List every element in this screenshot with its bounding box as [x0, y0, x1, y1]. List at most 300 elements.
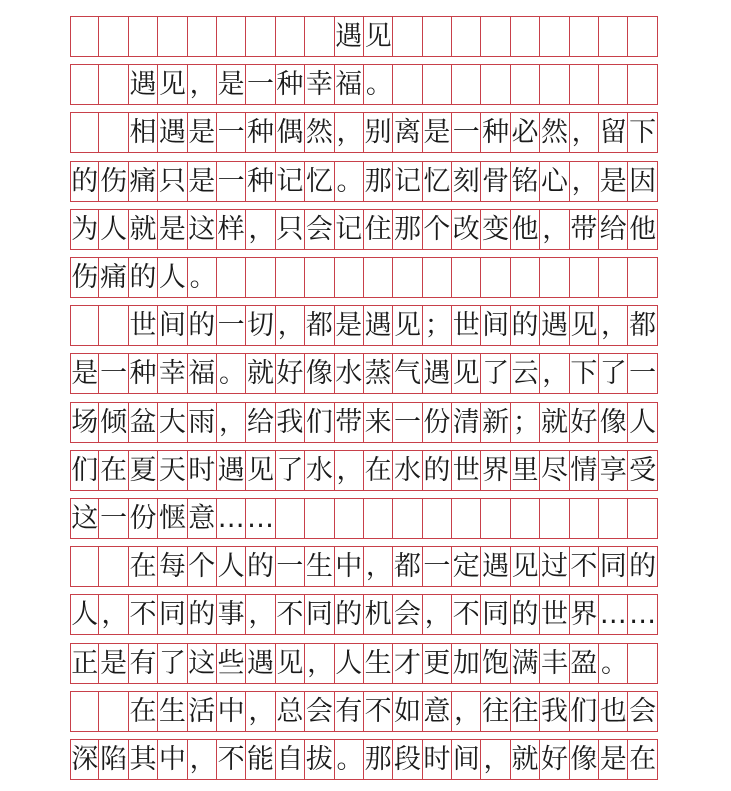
- essay-line: [70, 64, 658, 105]
- grid-cell: ，: [423, 594, 452, 635]
- essay-line: [70, 450, 658, 491]
- grid-cell: 不: [452, 594, 481, 635]
- grid-cell: 世: [452, 305, 481, 346]
- grid-cell: [540, 64, 569, 105]
- grid-cell: 是: [99, 643, 128, 684]
- grid-cell: 来: [364, 402, 393, 443]
- essay-line: [70, 498, 658, 539]
- grid-cell: 夏: [129, 450, 158, 491]
- grid-cell: 盆: [129, 402, 158, 443]
- grid-cell: [423, 16, 452, 57]
- grid-cell: ，: [217, 402, 246, 443]
- grid-cell: 里: [511, 450, 540, 491]
- grid-cell: [570, 257, 599, 298]
- grid-cell: 意: [423, 691, 452, 732]
- grid-cell: 记: [276, 161, 305, 202]
- grid-cell: 水: [305, 450, 334, 491]
- grid-cell: 种: [246, 112, 275, 153]
- grid-cell: 人: [158, 257, 187, 298]
- grid-cell: 深: [70, 739, 99, 780]
- grid-cell: 种: [246, 161, 275, 202]
- grid-cell: 过: [540, 546, 569, 587]
- grid-cell: 遇: [540, 305, 569, 346]
- grid-cell: 只: [158, 161, 187, 202]
- grid-cell: 世: [452, 450, 481, 491]
- grid-cell: 是: [599, 161, 628, 202]
- grid-cell: [99, 64, 128, 105]
- grid-cell: 同: [305, 594, 334, 635]
- grid-cell: 偶: [276, 112, 305, 153]
- grid-cell: 中: [158, 739, 187, 780]
- grid-cell: [423, 498, 452, 539]
- grid-cell: 中: [217, 691, 246, 732]
- grid-cell: 间: [481, 305, 510, 346]
- grid-cell: 就: [511, 739, 540, 780]
- grid-cell: 有: [129, 643, 158, 684]
- grid-cell: [70, 691, 99, 732]
- grid-cell: [452, 16, 481, 57]
- grid-cell: 往: [511, 691, 540, 732]
- grid-cell: 水: [335, 353, 364, 394]
- grid-cell: 的: [188, 594, 217, 635]
- grid-cell: 饱: [481, 643, 510, 684]
- grid-cell: 住: [364, 209, 393, 250]
- grid-cell: 在: [628, 739, 657, 780]
- grid-cell: 的: [628, 546, 657, 587]
- grid-cell: 个: [188, 546, 217, 587]
- grid-cell: 。: [188, 257, 217, 298]
- grid-cell: 倾: [99, 402, 128, 443]
- grid-cell: ，: [188, 739, 217, 780]
- grid-cell: [99, 305, 128, 346]
- grid-cell: 那: [364, 739, 393, 780]
- grid-cell: [628, 16, 657, 57]
- grid-cell: 心: [540, 161, 569, 202]
- grid-cell: [540, 16, 569, 57]
- grid-cell: 自: [276, 739, 305, 780]
- grid-cell: 忆: [305, 161, 334, 202]
- grid-cell: [305, 16, 334, 57]
- grid-cell: 一: [217, 112, 246, 153]
- grid-cell: [511, 498, 540, 539]
- grid-cell: 不: [364, 691, 393, 732]
- grid-cell: ，: [481, 739, 510, 780]
- grid-cell: 他: [511, 209, 540, 250]
- grid-cell: 好: [540, 739, 569, 780]
- grid-cell: 一: [246, 64, 275, 105]
- grid-cell: 大: [158, 402, 187, 443]
- grid-cell: 尽: [540, 450, 569, 491]
- grid-cell: 痛: [129, 161, 158, 202]
- grid-cell: 新: [481, 402, 510, 443]
- essay-line: [70, 305, 658, 346]
- grid-cell: 样: [217, 209, 246, 250]
- grid-cell: 我: [540, 691, 569, 732]
- grid-cell: [599, 64, 628, 105]
- grid-cell: 一: [628, 353, 657, 394]
- grid-cell: [511, 64, 540, 105]
- grid-cell: 云: [511, 353, 540, 394]
- grid-cell: 时: [423, 739, 452, 780]
- grid-cell: 切: [246, 305, 275, 346]
- grid-cell: 情: [570, 450, 599, 491]
- grid-cell: 会: [305, 691, 334, 732]
- grid-cell: 这: [188, 643, 217, 684]
- grid-cell: [481, 16, 510, 57]
- grid-cell: 些: [217, 643, 246, 684]
- grid-cell: 正: [70, 643, 99, 684]
- essay-grid-paper: [70, 16, 658, 791]
- grid-cell: [481, 64, 510, 105]
- grid-cell: ，: [188, 64, 217, 105]
- grid-cell: 在: [129, 546, 158, 587]
- grid-cell: 定: [452, 546, 481, 587]
- grid-cell: 段: [393, 739, 422, 780]
- grid-cell: 遇: [217, 450, 246, 491]
- grid-cell: ，: [364, 546, 393, 587]
- grid-cell: 这: [70, 498, 99, 539]
- grid-cell: [70, 112, 99, 153]
- grid-cell: ，: [335, 450, 364, 491]
- grid-cell: 刻: [452, 161, 481, 202]
- essay-line: [70, 209, 658, 250]
- grid-cell: ，: [305, 643, 334, 684]
- grid-cell: 幸: [305, 64, 334, 105]
- grid-cell: [129, 16, 158, 57]
- grid-cell: 伤: [70, 257, 99, 298]
- grid-cell: 下: [570, 353, 599, 394]
- grid-cell: [70, 64, 99, 105]
- grid-cell: 一: [452, 112, 481, 153]
- grid-cell: [393, 257, 422, 298]
- grid-cell: [599, 257, 628, 298]
- grid-cell: 也: [599, 691, 628, 732]
- grid-cell: 不: [276, 594, 305, 635]
- grid-cell: 的: [188, 305, 217, 346]
- grid-cell: 见: [158, 64, 187, 105]
- grid-cell: 见: [364, 16, 393, 57]
- grid-cell: 都: [628, 305, 657, 346]
- essay-line: [70, 112, 658, 153]
- grid-cell: [570, 64, 599, 105]
- grid-cell: 气: [393, 353, 422, 394]
- grid-cell: ，: [540, 209, 569, 250]
- grid-cell: 其: [129, 739, 158, 780]
- grid-cell: 的: [129, 257, 158, 298]
- grid-cell: 在: [364, 450, 393, 491]
- grid-cell: 带: [570, 209, 599, 250]
- grid-cell: 享: [599, 450, 628, 491]
- grid-cell: ，: [99, 594, 128, 635]
- grid-cell: [481, 257, 510, 298]
- grid-cell: [188, 16, 217, 57]
- grid-cell: 见: [393, 305, 422, 346]
- grid-cell: 世: [129, 305, 158, 346]
- grid-cell: 幸: [158, 353, 187, 394]
- grid-cell: 了: [276, 450, 305, 491]
- grid-cell: …: [246, 498, 275, 539]
- grid-cell: 才: [393, 643, 422, 684]
- grid-cell: 都: [393, 546, 422, 587]
- grid-cell: [570, 16, 599, 57]
- grid-cell: ，: [570, 161, 599, 202]
- grid-cell: 离: [393, 112, 422, 153]
- grid-cell: 的: [511, 594, 540, 635]
- grid-cell: 记: [393, 161, 422, 202]
- grid-cell: 满: [511, 643, 540, 684]
- grid-cell: 人: [628, 402, 657, 443]
- grid-cell: [628, 257, 657, 298]
- grid-cell: 是: [188, 161, 217, 202]
- grid-cell: 他: [628, 209, 657, 250]
- grid-cell: 界: [481, 450, 510, 491]
- grid-cell: [452, 257, 481, 298]
- essay-line: [70, 546, 658, 587]
- grid-cell: [393, 498, 422, 539]
- grid-cell: 下: [628, 112, 657, 153]
- grid-cell: [305, 498, 334, 539]
- grid-cell: 份: [129, 498, 158, 539]
- grid-cell: 能: [246, 739, 275, 780]
- grid-cell: 遇: [481, 546, 510, 587]
- grid-cell: 是: [217, 64, 246, 105]
- grid-cell: 像: [599, 402, 628, 443]
- grid-cell: 一: [99, 353, 128, 394]
- grid-cell: [246, 16, 275, 57]
- grid-cell: ；: [423, 305, 452, 346]
- grid-cell: 了: [158, 643, 187, 684]
- grid-cell: [276, 16, 305, 57]
- grid-cell: 们: [570, 691, 599, 732]
- grid-cell: 同: [481, 594, 510, 635]
- grid-cell: 是: [158, 209, 187, 250]
- grid-cell: [246, 257, 275, 298]
- grid-cell: 个: [423, 209, 452, 250]
- grid-cell: ，: [246, 209, 275, 250]
- grid-cell: 那: [364, 161, 393, 202]
- grid-cell: 同: [599, 546, 628, 587]
- grid-cell: 会: [628, 691, 657, 732]
- grid-cell: ，: [570, 112, 599, 153]
- grid-cell: 都: [305, 305, 334, 346]
- grid-cell: 间: [158, 305, 187, 346]
- grid-cell: 那: [393, 209, 422, 250]
- grid-cell: 给: [599, 209, 628, 250]
- grid-cell: 间: [452, 739, 481, 780]
- grid-cell: 。: [599, 643, 628, 684]
- grid-cell: [570, 498, 599, 539]
- grid-cell: 了: [599, 353, 628, 394]
- grid-cell: 陷: [99, 739, 128, 780]
- grid-cell: 拔: [305, 739, 334, 780]
- grid-cell: …: [628, 594, 657, 635]
- grid-cell: ，: [599, 305, 628, 346]
- grid-cell: [70, 16, 99, 57]
- grid-cell: 必: [511, 112, 540, 153]
- grid-cell: [540, 498, 569, 539]
- essay-line: [70, 257, 658, 298]
- grid-cell: ，: [540, 353, 569, 394]
- grid-cell: 像: [570, 739, 599, 780]
- grid-cell: …: [599, 594, 628, 635]
- grid-cell: 是: [335, 305, 364, 346]
- grid-cell: 是: [70, 353, 99, 394]
- grid-cell: 机: [364, 594, 393, 635]
- grid-cell: 生: [305, 546, 334, 587]
- grid-cell: 世: [540, 594, 569, 635]
- grid-cell: 的: [423, 450, 452, 491]
- grid-cell: 一: [217, 305, 246, 346]
- grid-cell: 就: [246, 353, 275, 394]
- grid-cell: 是: [599, 739, 628, 780]
- grid-cell: 记: [335, 209, 364, 250]
- grid-cell: [99, 546, 128, 587]
- grid-cell: 每: [158, 546, 187, 587]
- essay-line: [70, 691, 658, 732]
- grid-cell: ，: [246, 594, 275, 635]
- grid-cell: 忆: [423, 161, 452, 202]
- grid-cell: 只: [276, 209, 305, 250]
- grid-cell: 份: [423, 402, 452, 443]
- grid-cell: 在: [99, 450, 128, 491]
- grid-cell: 水: [393, 450, 422, 491]
- grid-cell: 人: [70, 594, 99, 635]
- grid-cell: [423, 257, 452, 298]
- grid-cell: 场: [70, 402, 99, 443]
- grid-cell: 加: [452, 643, 481, 684]
- grid-cell: 中: [335, 546, 364, 587]
- grid-cell: [335, 498, 364, 539]
- grid-cell: 盈: [570, 643, 599, 684]
- grid-cell: [423, 64, 452, 105]
- grid-cell: [276, 257, 305, 298]
- grid-cell: 我: [276, 402, 305, 443]
- grid-cell: 不: [129, 594, 158, 635]
- grid-cell: 。: [364, 64, 393, 105]
- grid-cell: 意: [188, 498, 217, 539]
- grid-cell: [628, 643, 657, 684]
- grid-cell: 为: [70, 209, 99, 250]
- grid-cell: 的: [70, 161, 99, 202]
- grid-cell: 蒸: [364, 353, 393, 394]
- grid-cell: 别: [364, 112, 393, 153]
- grid-cell: 是: [423, 112, 452, 153]
- grid-cell: [393, 16, 422, 57]
- grid-cell: 。: [335, 161, 364, 202]
- grid-cell: ，: [452, 691, 481, 732]
- grid-cell: 一: [217, 161, 246, 202]
- grid-cell: 遇: [246, 643, 275, 684]
- grid-cell: 的: [335, 594, 364, 635]
- grid-cell: 因: [628, 161, 657, 202]
- grid-cell: [599, 498, 628, 539]
- grid-cell: 好: [276, 353, 305, 394]
- grid-cell: 在: [129, 691, 158, 732]
- grid-cell: 见: [452, 353, 481, 394]
- grid-cell: 见: [276, 643, 305, 684]
- grid-cell: 了: [481, 353, 510, 394]
- grid-cell: 遇: [158, 112, 187, 153]
- grid-cell: 往: [481, 691, 510, 732]
- grid-cell: [628, 498, 657, 539]
- grid-cell: 会: [393, 594, 422, 635]
- grid-cell: 遇: [129, 64, 158, 105]
- grid-cell: 同: [158, 594, 187, 635]
- grid-cell: [452, 64, 481, 105]
- grid-cell: 总: [276, 691, 305, 732]
- grid-cell: 这: [188, 209, 217, 250]
- grid-cell: [393, 64, 422, 105]
- grid-cell: [364, 257, 393, 298]
- grid-cell: [99, 16, 128, 57]
- grid-cell: 有: [335, 691, 364, 732]
- grid-cell: 然: [540, 112, 569, 153]
- grid-cell: 相: [129, 112, 158, 153]
- essay-line: [70, 643, 658, 684]
- grid-cell: 福: [188, 353, 217, 394]
- grid-cell: [628, 64, 657, 105]
- grid-cell: [99, 112, 128, 153]
- essay-line: [70, 739, 658, 780]
- grid-cell: …: [217, 498, 246, 539]
- grid-cell: 。: [335, 739, 364, 780]
- grid-cell: [511, 257, 540, 298]
- grid-cell: 种: [276, 64, 305, 105]
- grid-cell: [217, 257, 246, 298]
- grid-cell: 丰: [540, 643, 569, 684]
- grid-cell: 不: [217, 739, 246, 780]
- grid-cell: [511, 16, 540, 57]
- grid-cell: 留: [599, 112, 628, 153]
- grid-cell: 变: [481, 209, 510, 250]
- grid-cell: [599, 16, 628, 57]
- grid-cell: 种: [129, 353, 158, 394]
- grid-cell: 种: [481, 112, 510, 153]
- grid-cell: 是: [188, 112, 217, 153]
- grid-cell: 一: [393, 402, 422, 443]
- grid-cell: 见: [246, 450, 275, 491]
- grid-cell: ，: [246, 691, 275, 732]
- grid-cell: 生: [158, 691, 187, 732]
- grid-cell: 一: [423, 546, 452, 587]
- grid-cell: 一: [276, 546, 305, 587]
- grid-cell: 见: [511, 546, 540, 587]
- grid-cell: 骨: [481, 161, 510, 202]
- grid-cell: 天: [158, 450, 187, 491]
- essay-line: [70, 594, 658, 635]
- grid-cell: 受: [628, 450, 657, 491]
- grid-cell: 改: [452, 209, 481, 250]
- grid-cell: 惬: [158, 498, 187, 539]
- grid-cell: 带: [335, 402, 364, 443]
- grid-cell: [70, 546, 99, 587]
- grid-cell: 更: [423, 643, 452, 684]
- grid-cell: 们: [305, 402, 334, 443]
- grid-cell: [70, 305, 99, 346]
- essay-line: [70, 353, 658, 394]
- grid-cell: 们: [70, 450, 99, 491]
- grid-cell: 遇: [423, 353, 452, 394]
- grid-cell: 时: [188, 450, 217, 491]
- grid-cell: 伤: [99, 161, 128, 202]
- grid-cell: 事: [217, 594, 246, 635]
- essay-line: [70, 402, 658, 443]
- grid-cell: 福: [335, 64, 364, 105]
- grid-cell: 如: [393, 691, 422, 732]
- grid-cell: ，: [335, 112, 364, 153]
- grid-cell: 人: [99, 209, 128, 250]
- grid-cell: [305, 257, 334, 298]
